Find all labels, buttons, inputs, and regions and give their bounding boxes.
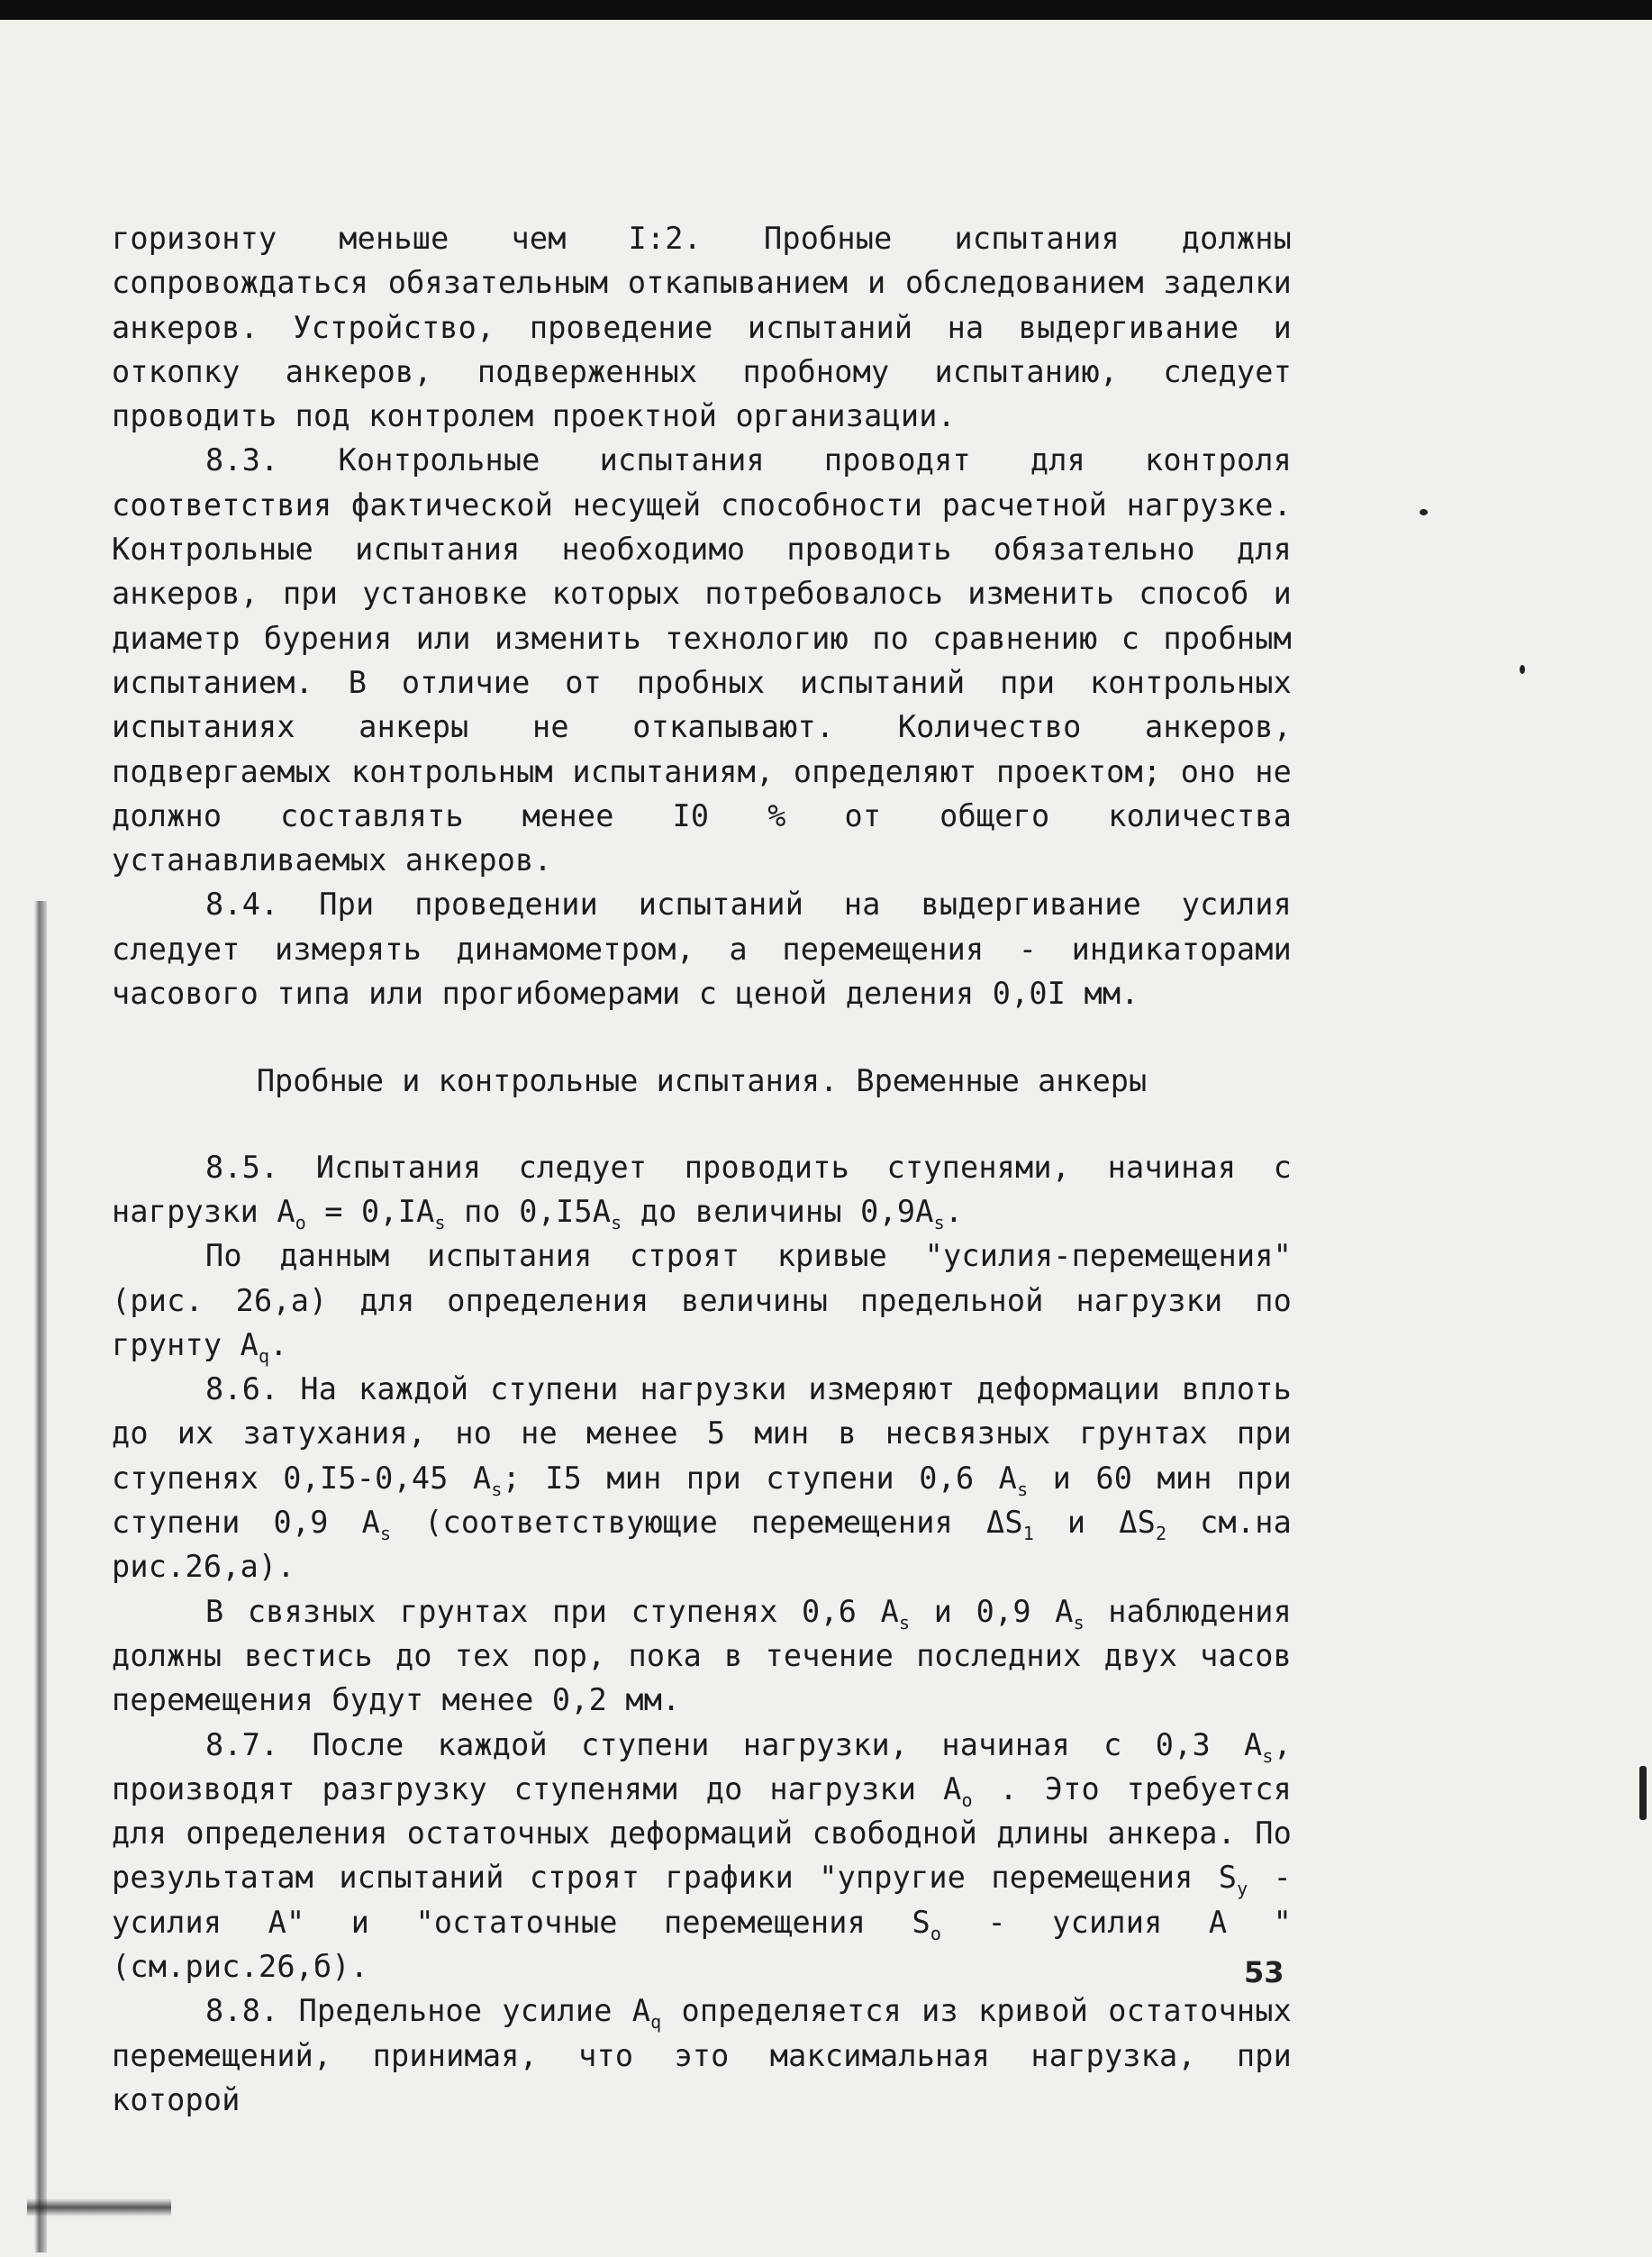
scan-bottom-left-shadow [27, 2198, 171, 2216]
scan-speck [1639, 1766, 1647, 1820]
page-number: 53 [1244, 1955, 1284, 1989]
scan-top-border [0, 0, 1652, 20]
section-heading: Пробные и контрольные испытания. Временные анкеры [256, 1063, 1148, 1099]
scan-speck [1420, 509, 1428, 515]
paragraph-8-3: 8.3. Контрольные испытания проводят для контроля соответствия фактической несущей способности расчетной нагрузке. Контрольные испытания необходимо проводить обязательно для анкеров, при установке которых потребовалось изменить способ и диаметр бурения или изменить технологию по сравнению с пробным испытанием. В отличие от пробных испытаний при контрольных испытаниях анкеры не откапывают. Количество анкеров, подвергаемых контрольным испытаниям, определяют проектом; оно не должно составлять менее I0 % от общего количества устанавливаемых анкеров. [112, 442, 1292, 878]
paragraph-8-6-cohesive: В связных грунтах при ступенях 0,6 $А_s$ и 0,9 $А_s$ наблюдения должны вестись до тех пор, пока в течение последних двух часов перемещения будут менее 0,2 мм. [112, 1593, 1292, 1718]
paragraph-continuation: горизонту меньше чем I:2. Пробные испытания должны сопровождаться обязательным откапыванием и обследованием заделки анкеров. Устройство, проведение испытаний на выдергивание и откопку анкеров, подверженных пробному испытанию, следует проводить под контролем проектной организации. [112, 221, 1292, 434]
scan-left-edge-shadow [34, 901, 47, 2252]
paragraph-8-6: 8.6. На каждой ступени нагрузки измеряют деформации вплоть до их затухания, но не менее 5 мин в несвязных грунтах при ступенях 0,I5-0,45 $А_s$; I5 мин при ступени 0,6 $А_s$ и 60 мин при ступени 0,9 $А_s$ (соответствующие перемещения $\Delta S_1$ и $\Delta S_2$ см.на рис.26,а). [112, 1371, 1293, 1585]
scan-speck [1520, 665, 1525, 674]
paragraph-8-4: 8.4. При проведении испытаний на выдергивание усилия следует измерять динамометром, а перемещения - индикаторами часового типа или прогибомерами с ценой деления 0,0I мм. [112, 887, 1292, 1012]
paragraph-8-5: 8.5. Испытания следует проводить ступенями, начиная с нагрузки $А_o = 0,IА_s$ по $0,I5А_s$ до величины $0,9А_s$. [112, 1149, 1292, 1233]
paragraph-8-7: 8.7. После каждой ступени нагрузки, начиная с 0,3 $А_s$, производят разгрузку ступенями до нагрузки $А_o$ . Это требуется для определения остаточных деформаций свободной длины анкера. По результатам испытаний строят графики "упругие перемещения $S_y$ - усилия А" и "остаточные перемещения $S_o$ - усилия А " (см.рис.26,б). [112, 1726, 1292, 1984]
document-page [112, 216, 1292, 2122]
paragraph-8-8: 8.8. Предельное усилие $А_q$ определяется из кривой остаточных перемещений, принимая, что это максимальная нагрузка, при которой [112, 1993, 1292, 2117]
paragraph-8-5-data: По данным испытания строят кривые "усилия-перемещения" (рис. 26,а) для определения величины предельной нагрузки по грунту $А_q$. [112, 1238, 1292, 1367]
